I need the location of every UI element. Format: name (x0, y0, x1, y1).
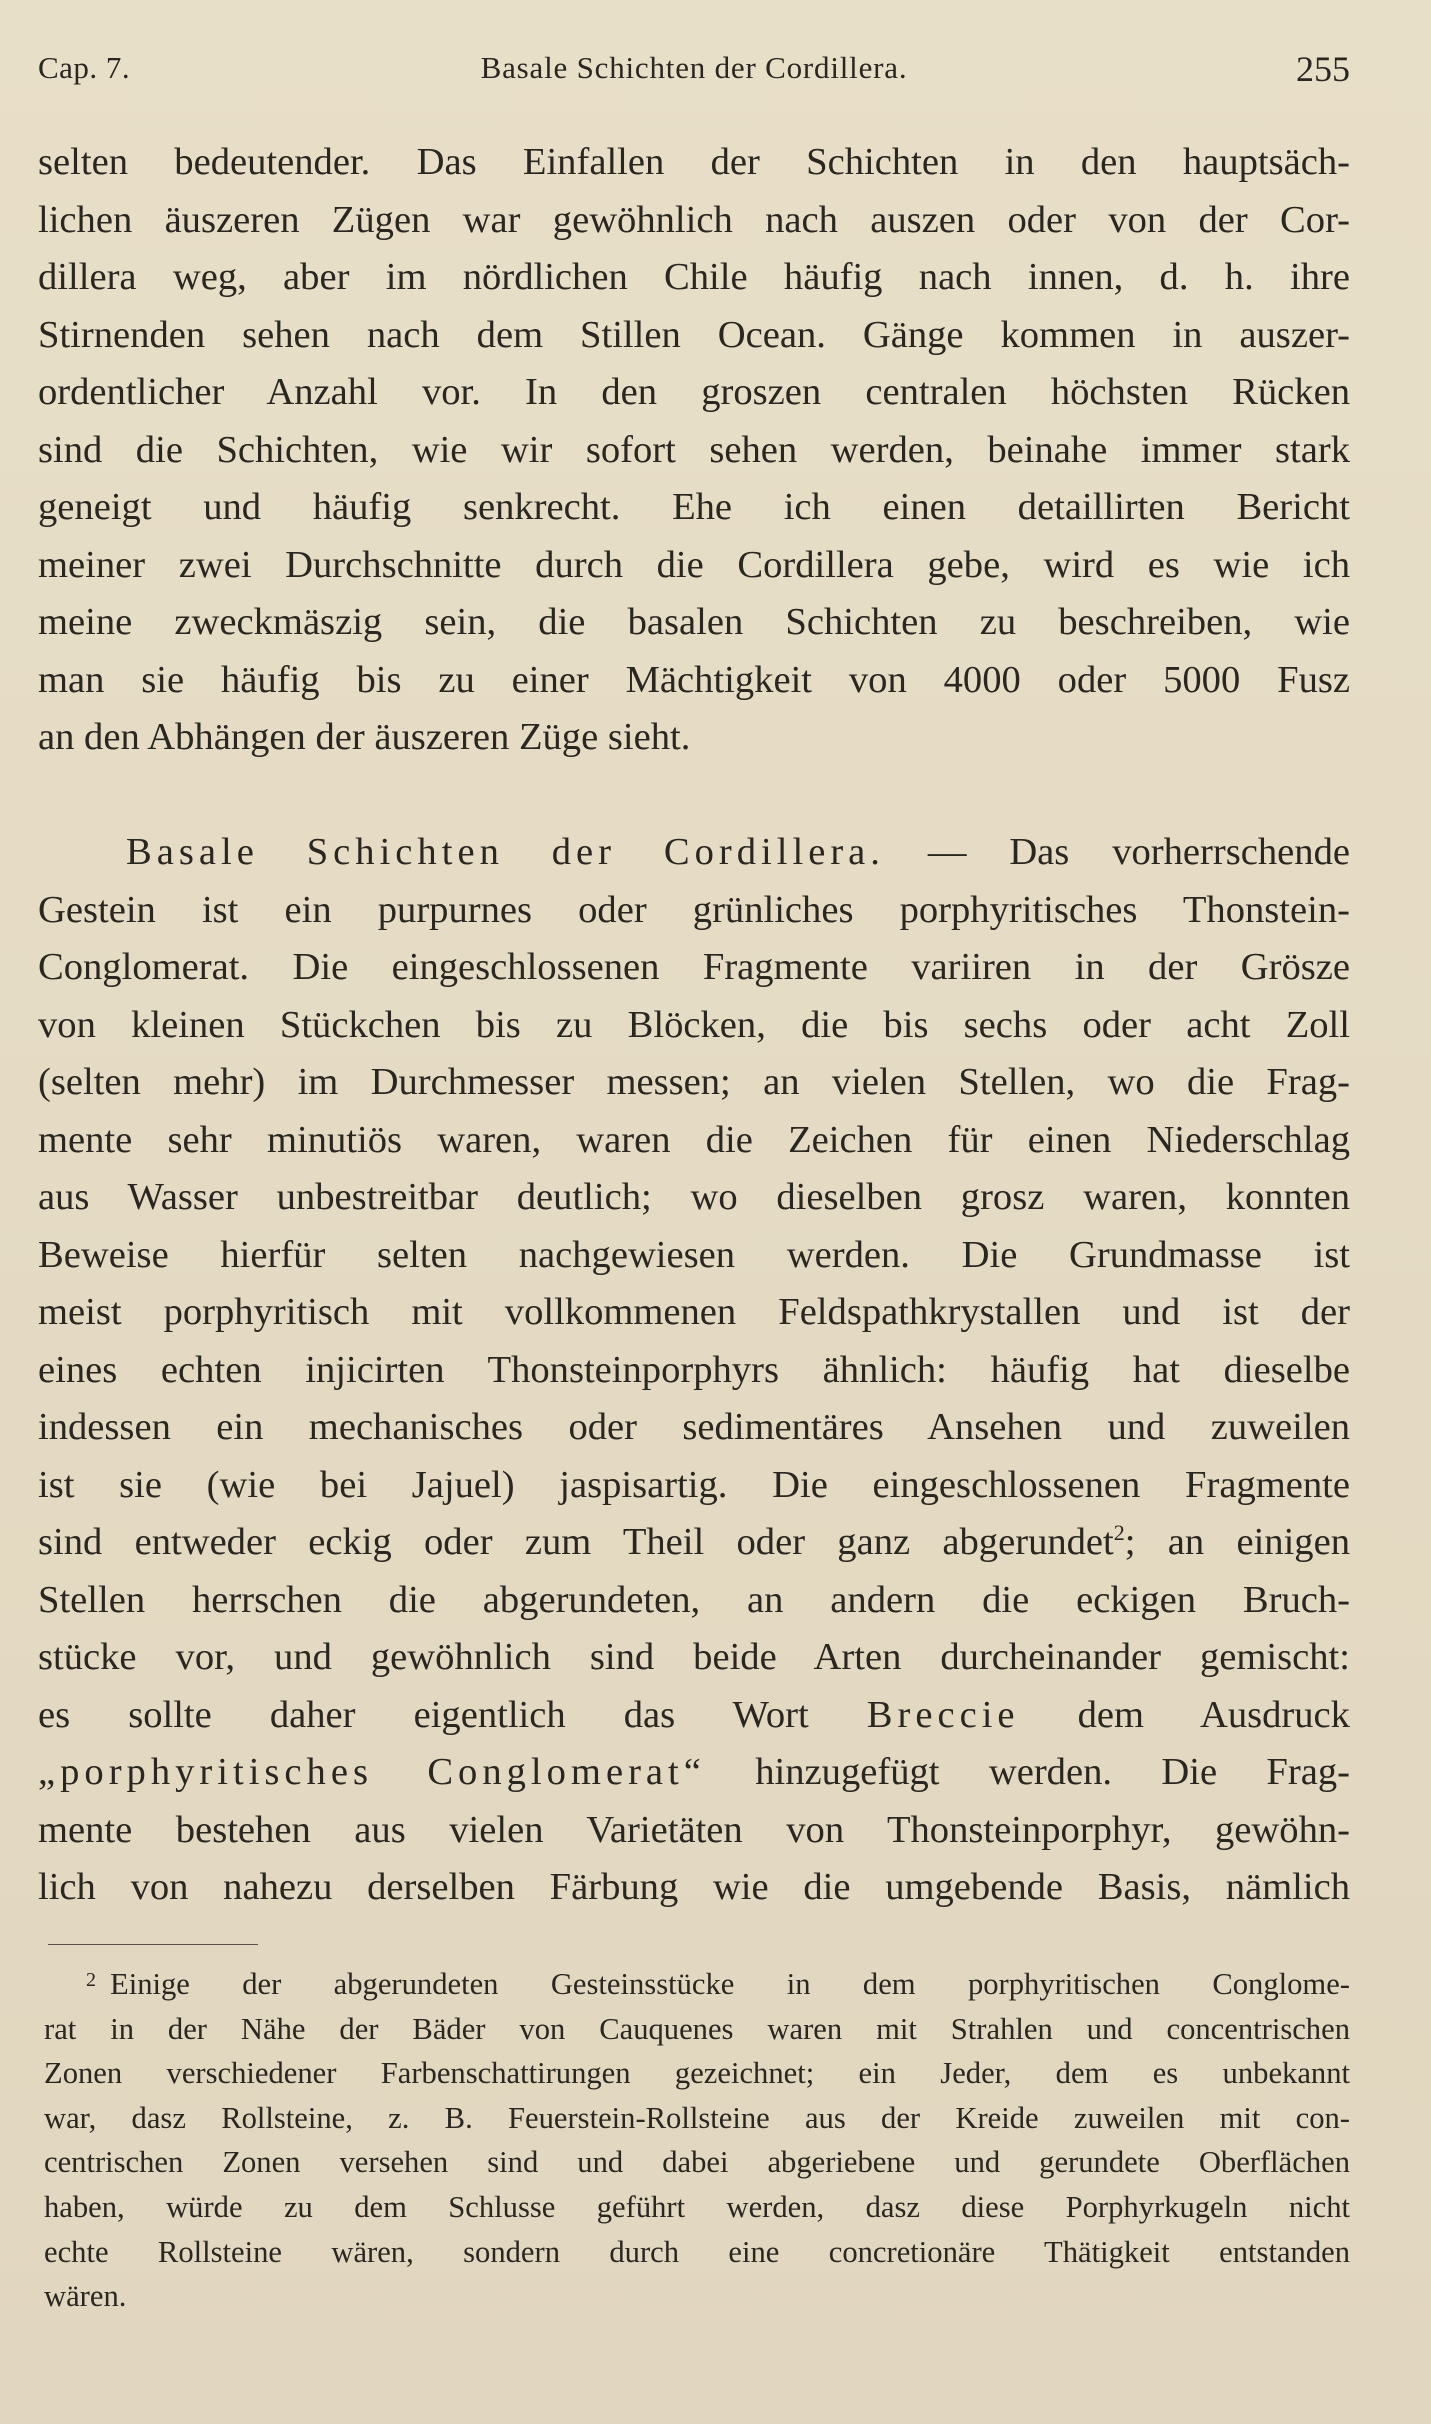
footnote (44, 1962, 1350, 2319)
text-line: selten bedeutender. Das Einfallen der Schichten in den hauptsäch- (38, 141, 1350, 183)
text-line: lich von nahezu derselben Färbung wie die umgebende Basis, nämlich (38, 1866, 1350, 1908)
text-line-breccie (38, 1687, 1350, 1745)
footnote-line: wären. (44, 2279, 127, 2314)
text-line: meine zweckmäszig sein, die basalen Schichten zu beschreiben, wie (38, 601, 1350, 643)
paragraph-1 (38, 134, 1350, 767)
paragraph-2 (38, 824, 1350, 1917)
text-line: Conglomerat. Die eingeschlossenen Fragmente variiren in der Grösze (38, 946, 1350, 988)
text-line: Gestein ist ein purpurnes oder grünliches porphyritisches Thonstein- (38, 888, 1350, 931)
main-text (38, 134, 1350, 1917)
text-line: Stirnenden sehen nach dem Stillen Ocean. Gänge kommen in auszer- (38, 313, 1350, 356)
text-line-with-footnote-ref (38, 1514, 1350, 1572)
text-line: von kleinen Stückchen bis zu Blöcken, die bis sechs oder acht Zoll (38, 1003, 1350, 1046)
text-line: ordentlicher Anzahl vor. In den groszen centralen höchsten Rücken (38, 371, 1350, 413)
text-line: eines echten injicirten Thonsteinporphyrs ähnlich: häufig hat dieselbe (38, 1348, 1350, 1391)
footnote-line: war, dasz Rollsteine, z. B. Feuerstein-Rollsteine aus der Kreide zuweilen mit con- (44, 2100, 1350, 2135)
footnote-line: haben, würde zu dem Schlusse geführt werden, dasz diese Porphyrkugeln nicht (44, 2189, 1350, 2224)
page-number: 255 (1296, 49, 1350, 89)
chapter-label: Cap. 7. (38, 50, 131, 85)
footnote-line: rat in der Nähe der Bäder von Cauquenes waren mit Strahlen und concentrischen (44, 2011, 1350, 2046)
text-line: meist porphyritisch mit vollkommenen Feldspathkrystallen und ist der (38, 1291, 1350, 1333)
text-segment: ; an einigen (1124, 1521, 1350, 1563)
text-segment: sind entweder eckig oder zum Theil oder ganz abgerundet (38, 1521, 1114, 1563)
text-line: an den Abhängen der äuszeren Züge sieht. (38, 716, 691, 758)
text-line: Stellen herrschen die abgerundeten, an andern die eckigen Bruch- (38, 1578, 1350, 1621)
text-line: mente sehr minutiös waren, waren die Zeichen für einen Niederschlag (38, 1118, 1350, 1161)
footnote-first-line (44, 1962, 1350, 2007)
text-line: Beweise hierfür selten nachgewiesen werden. Die Grundmasse ist (38, 1233, 1350, 1276)
running-title: Basale Schichten der Cordillera. (480, 50, 908, 85)
section-heading-line (38, 824, 1350, 882)
text-segment: hinzugefügt werden. Die Frag- (755, 1751, 1350, 1793)
footnote-marker: 2 (86, 1969, 96, 1991)
text-line: lichen äuszeren Zügen war gewöhnlich nach auszen oder von der Cor- (38, 198, 1350, 241)
footnote-line: echte Rollsteine wären, sondern durch eine concretionäre Thätigkeit entstanden (44, 2234, 1350, 2269)
text-segment: dem Ausdruck (1077, 1693, 1350, 1736)
footnote-reference[interactable]: 2 (1113, 1520, 1125, 1545)
footnote-divider (48, 1944, 258, 1945)
paragraph-gap (38, 767, 1350, 825)
footnote-line: centrischen Zonen versehen sind und dabei abgeriebene und gerundete Oberflächen (44, 2145, 1350, 2180)
text-line: ist sie (wie bei Jajuel) jaspisartig. Die eingeschlossenen Fragmente (38, 1463, 1350, 1506)
text-line: sind die Schichten, wie wir sofort sehen werden, beinahe immer stark (38, 428, 1350, 471)
emphasized-term: „porphyritisches Conglomerat“ (38, 1751, 706, 1793)
text-line-conglomerat (38, 1744, 1350, 1802)
text-segment: es sollte daher eigentlich das Wort (38, 1693, 809, 1736)
text-line: dillera weg, aber im nördlichen Chile häufig nach innen, d. h. ihre (38, 256, 1350, 298)
text-line: stücke vor, und gewöhnlich sind beide Arten durcheinander gemischt: (38, 1636, 1350, 1678)
text-line: indessen ein mechanisches oder sedimentäres Ansehen und zuweilen (38, 1406, 1350, 1448)
footnote-line: Zonen verschiedener Farbenschattirungen gezeichnet; ein Jeder, dem es unbekannt (44, 2056, 1350, 2091)
text-segment: Einige der abgerundeten Gesteinsstücke in dem porphyritischen Conglome- (110, 1967, 1350, 2001)
running-head (38, 50, 1350, 100)
heading-continuation: — Das vorherrschende (884, 831, 1350, 873)
text-line: aus Wasser unbestreitbar deutlich; wo dieselben grosz waren, konnten (38, 1176, 1350, 1218)
text-line: man sie häufig bis zu einer Mächtigkeit von 4000 oder 5000 Fusz (38, 658, 1350, 701)
emphasized-term: Breccie (866, 1693, 1020, 1736)
text-line: geneigt und häufig senkrecht. Ehe ich einen detaillirten Bericht (38, 486, 1350, 528)
text-line: meiner zwei Durchschnitte durch die Cordillera gebe, wird es wie ich (38, 543, 1350, 586)
section-heading: Basale Schichten der Cordillera. (126, 831, 885, 873)
text-line: (selten mehr) im Durchmesser messen; an vielen Stellen, wo die Frag- (38, 1061, 1350, 1103)
text-line: mente bestehen aus vielen Varietäten von Thonsteinporphyr, gewöhn- (38, 1808, 1350, 1851)
